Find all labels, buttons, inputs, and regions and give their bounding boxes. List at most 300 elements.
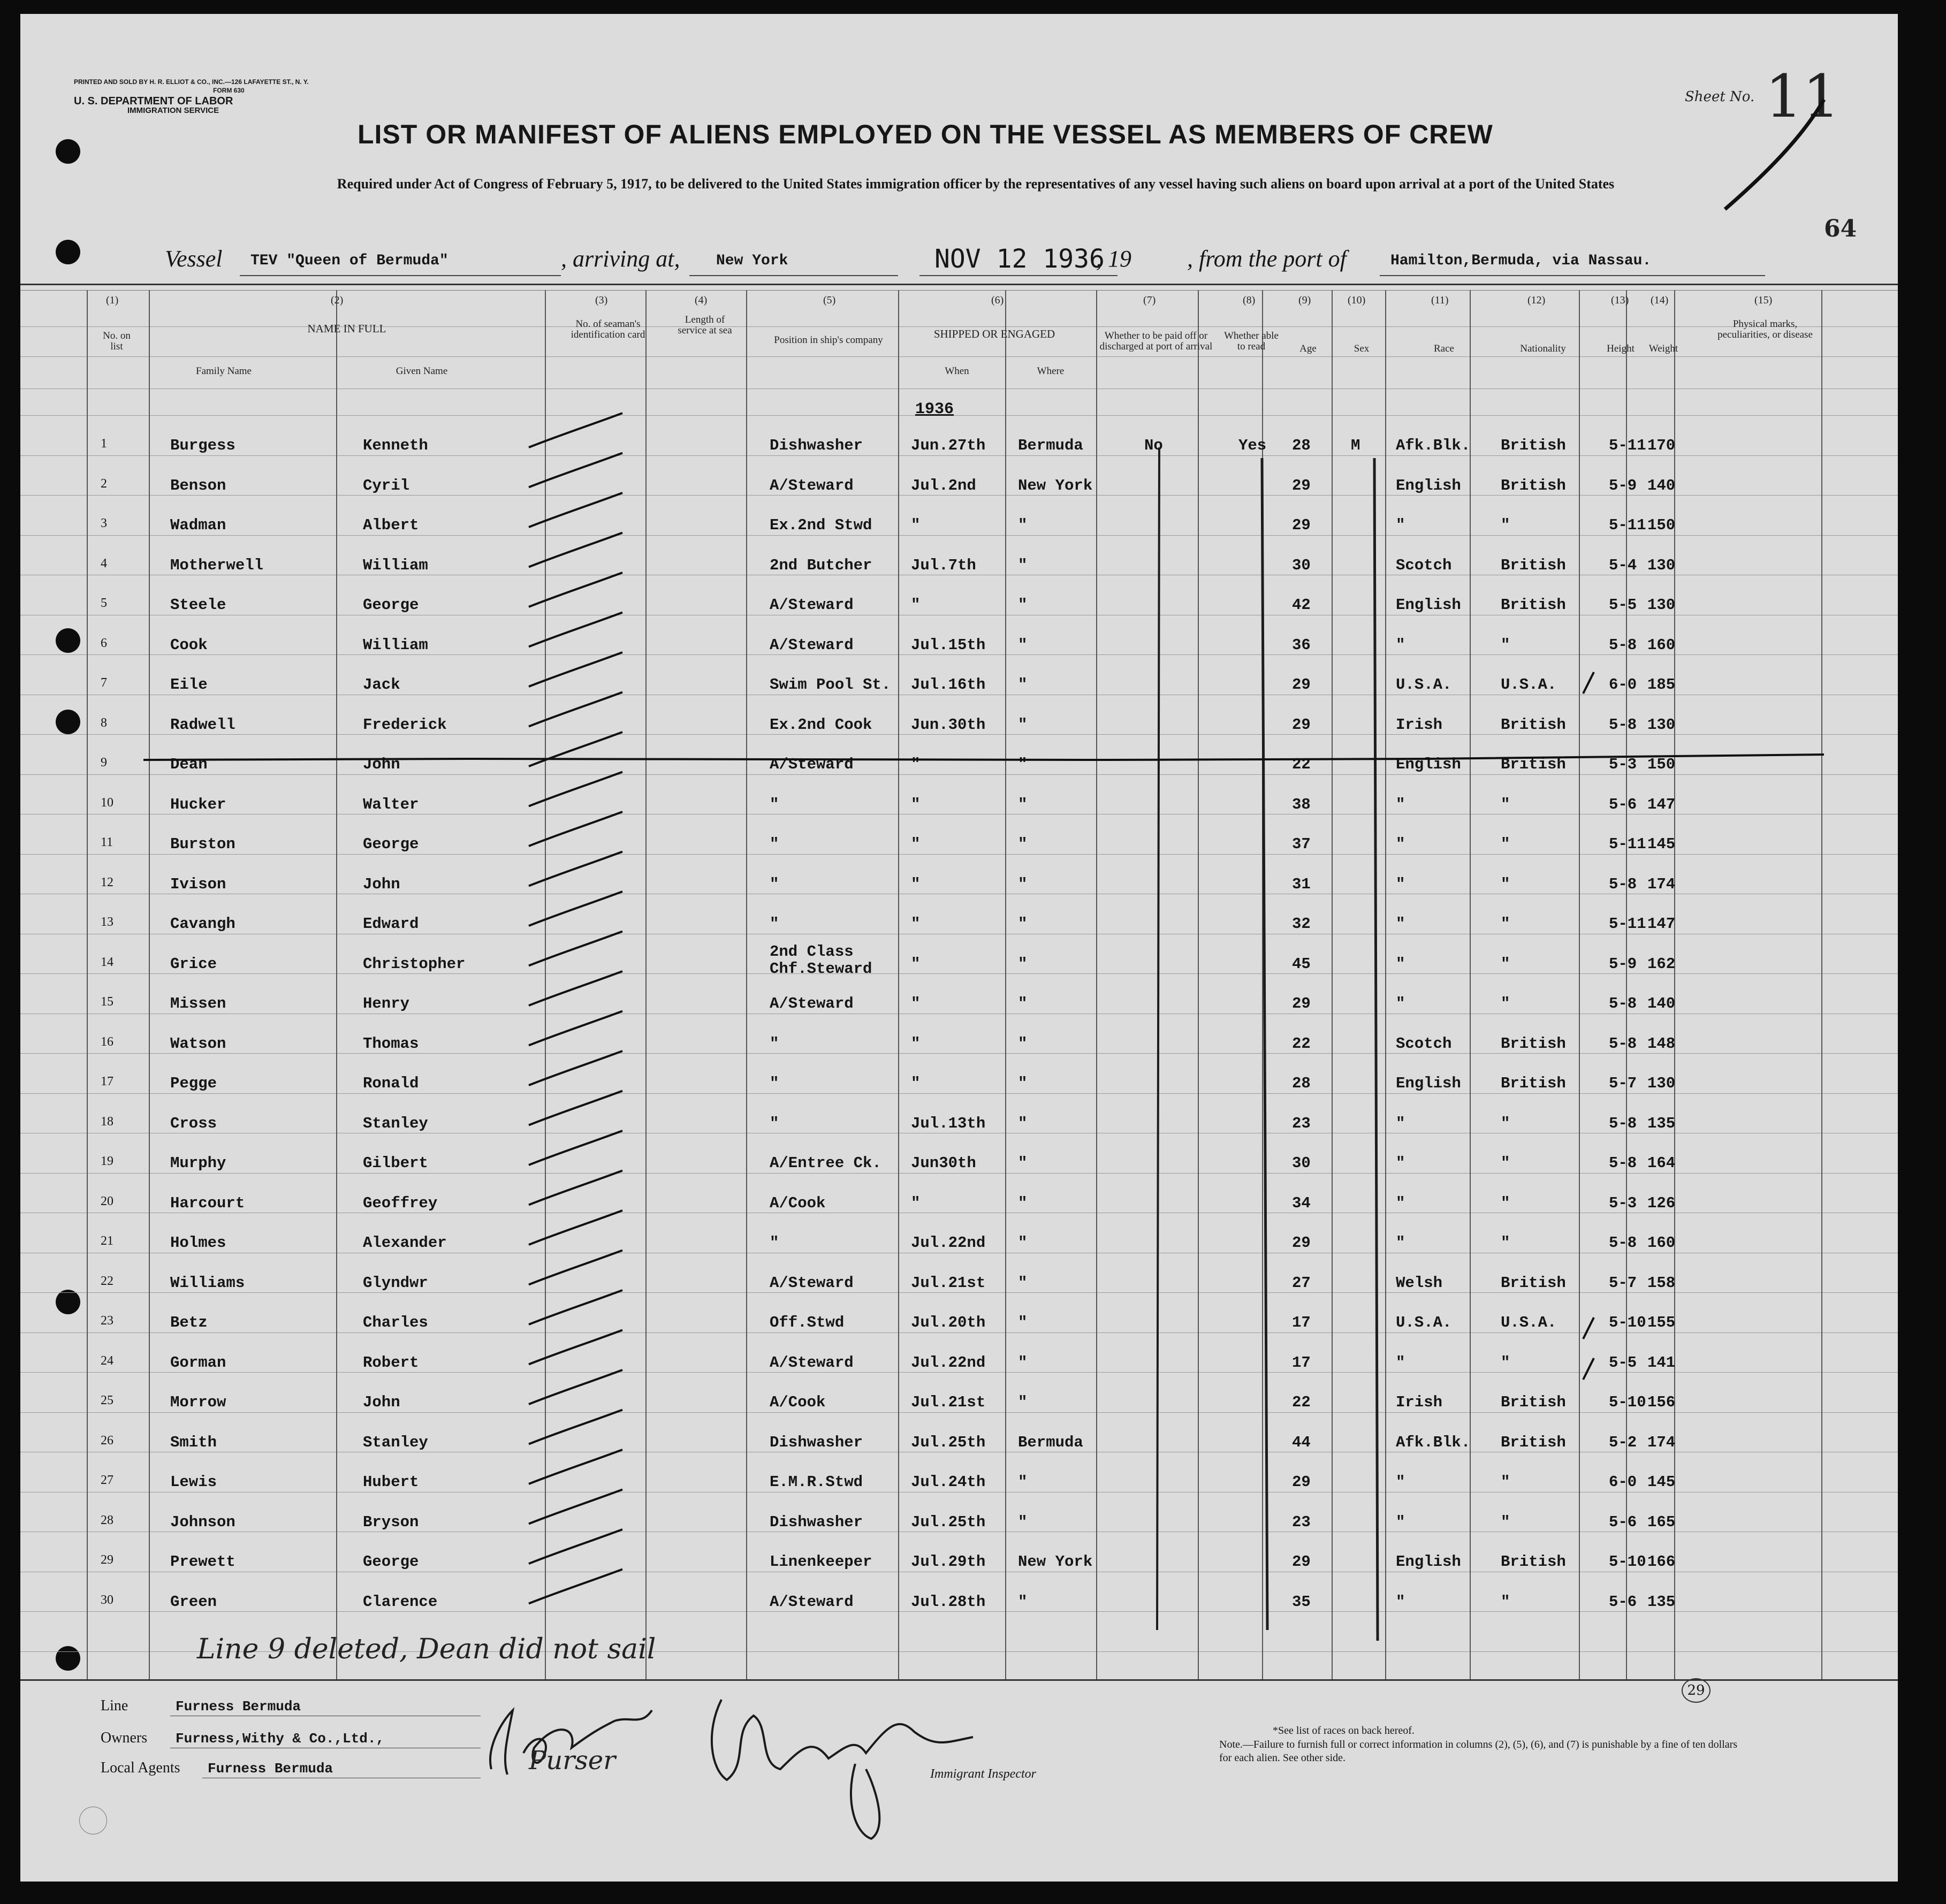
owners-label: Owners [101,1730,148,1746]
cell-paid: No [1144,437,1163,454]
cell-position: Dishwasher [770,1433,863,1451]
cell-where: " [1018,1314,1028,1331]
col4-label: Length of service at sea [678,314,732,336]
col2-number: (2) [331,294,344,306]
id-check-mark [529,932,622,966]
cell-family: Cook [170,636,208,654]
cell-position: Dishwasher [770,1513,863,1531]
cell-height: 5-7 [1609,1274,1637,1292]
col2-given-label: Given Name [396,365,448,377]
cell-age: 27 [1292,1274,1311,1292]
cell-race: " [1396,995,1405,1012]
cell-height: 5-9 [1609,955,1637,973]
penalty-note: Note.—Failure to furnish full or correct information in columns (2), (5), (6), and (7) is punishable by a fine of ten dollars for each alien. See other side. [1219,1739,1738,1764]
cell-weight: 174 [1647,875,1676,893]
cell-weight: 174 [1647,1433,1676,1451]
cell-no: 7 [101,676,107,690]
cell-weight: 135 [1647,1114,1676,1132]
cell-nat: " [1501,1473,1510,1491]
cell-where: " [1018,715,1028,734]
cell-no: 22 [101,1274,113,1288]
cell-weight: 150 [1647,756,1676,773]
ditto-pen-lines [1134,437,1380,1641]
cell-given: Hubert [363,1473,419,1491]
cell-family: Dean [170,756,208,773]
column-rule [1005,290,1006,1679]
cell-height: 5-4 [1609,556,1637,574]
id-check-mark [529,1091,622,1125]
cell-given: William [363,636,428,654]
cell-height: 5-8 [1609,875,1637,893]
cell-weight: 156 [1647,1393,1676,1411]
cell-sex: M [1351,437,1360,454]
cell-given: John [363,875,400,893]
cell-when: " [911,756,921,773]
cell-where: " [1018,1274,1028,1292]
cell-family: Lewis [170,1473,217,1491]
id-check-mark [529,971,622,1006]
cell-where: " [1018,955,1028,973]
punch-hole [56,1290,80,1314]
cell-given: Clarence [363,1593,438,1611]
cell-when: Jul.21st [911,1274,986,1292]
cell-no: 10 [101,795,113,810]
cell-position: " [770,835,779,853]
id-check-mark [529,1370,622,1404]
cell-family: Benson [170,476,226,494]
cell-position: 2nd Class Chf.Steward [770,942,872,978]
printer-line: PRINTED AND SOLD BY H. R. ELLIOT & CO., INC.—126 LAFAYETTE ST., N. Y. [74,78,309,86]
ledger-rule [20,1053,1898,1054]
cell-weight: 130 [1647,715,1676,734]
cell-race: Afk.Blk. [1396,1433,1471,1451]
cell-family: Cavangh [170,915,235,933]
cell-where: " [1018,795,1028,813]
cell-height: 5-3 [1609,1194,1637,1212]
cell-family: Murphy [170,1154,226,1172]
cell-where: " [1018,1034,1028,1053]
cell-age: 37 [1292,835,1311,853]
cell-given: Frederick [363,715,447,734]
id-check-mark [529,1251,622,1285]
column-rule [87,290,88,1679]
col15-number: (15) [1754,294,1773,306]
cell-when: Jul.24th [911,1473,986,1491]
inspector-signature [695,1684,1027,1849]
cell-no: 24 [101,1353,113,1368]
cell-nat: " [1501,835,1510,853]
cell-position: Linenkeeper [770,1553,872,1571]
cell-where: " [1018,1154,1028,1172]
cell-age: 28 [1292,1075,1311,1092]
cell-age: 36 [1292,636,1311,654]
column-rule [1096,290,1097,1679]
column-rule [746,290,747,1679]
cell-given: Cyril [363,476,410,494]
cell-given: Jack [363,676,400,694]
cell-race: Scotch [1396,1034,1452,1053]
cell-age: 29 [1292,476,1311,494]
cell-position: Ex.2nd Stwd [770,516,872,534]
date-fill-line [919,275,1118,276]
cell-family: Betz [170,1314,208,1331]
cell-when: " [911,596,921,614]
id-check-mark [529,453,622,488]
cell-where: " [1018,1593,1028,1611]
cell-when: " [911,875,921,893]
cell-age: 28 [1292,437,1311,454]
id-check-mark [529,1529,622,1564]
cell-family: Smith [170,1433,217,1451]
date-stamp: NOV 12 1936 [934,244,1105,274]
page-title: LIST OR MANIFEST OF ALIENS EMPLOYED ON THE VESSEL AS MEMBERS OF CREW [358,119,1493,149]
cell-where: " [1018,676,1028,694]
cell-position: A/Cook [770,1194,826,1212]
cell-no: 15 [101,995,113,1009]
corner-number: 64 [1824,215,1857,242]
cell-given: Ronald [363,1075,419,1092]
cell-race: Scotch [1396,556,1452,574]
departure-port: Hamilton,Bermuda, via Nassau. [1390,253,1652,269]
col6-where-label: Where [1037,365,1065,377]
col1-label: No. on list [103,330,131,352]
year-label: , 19 [1096,246,1131,272]
cell-no: 25 [101,1393,113,1407]
cell-race: " [1396,1473,1405,1491]
cell-race: " [1396,835,1405,853]
union-mark [79,1807,107,1834]
cell-race: " [1396,516,1405,534]
cell-family: Cross [170,1114,217,1132]
cell-age: 22 [1292,1034,1311,1053]
owners-value: Furness,Withy & Co.,Ltd., [176,1731,385,1747]
cell-position: Dishwasher [770,437,863,454]
arrival-fill-line [689,275,898,276]
id-check-mark [529,413,622,447]
ledger-rule [20,654,1898,655]
col13-label: Height [1607,343,1635,354]
cell-given: Albert [363,516,419,534]
cell-weight: 130 [1647,556,1676,574]
cell-position: A/Entree Ck. [770,1154,881,1172]
col2-family-label: Family Name [196,365,252,377]
cell-when: Jul.28th [911,1593,986,1611]
cell-no: 30 [101,1593,113,1607]
cell-given: Henry [363,995,410,1012]
cell-when: " [911,1075,921,1092]
cell-when: Jul.16th [911,676,986,694]
cell-where: " [1018,1513,1028,1531]
cell-no: 19 [101,1154,113,1168]
cell-age: 17 [1292,1353,1311,1372]
col3-number: (3) [595,294,608,306]
cell-family: Holmes [170,1234,226,1252]
cell-position: A/Steward [770,1353,854,1372]
cell-weight: 160 [1647,636,1676,654]
cell-family: Pegge [170,1075,217,1092]
cell-nat: " [1501,1593,1510,1611]
ledger-rule [20,1412,1898,1413]
punch-hole [56,710,80,734]
cell-when: " [911,955,921,973]
cell-position: " [770,795,779,813]
cell-when: " [911,835,921,853]
cell-weight: 150 [1647,516,1676,534]
cell-height: 5-6 [1609,1593,1637,1611]
cell-no: 11 [101,835,113,849]
col8-number: (8) [1243,294,1256,306]
cell-given: George [363,835,419,853]
cell-family: Morrow [170,1393,226,1411]
col10-number: (10) [1348,294,1366,306]
cell-nat: " [1501,1154,1510,1172]
cell-weight: 166 [1647,1553,1676,1571]
cell-age: 35 [1292,1593,1311,1611]
cell-height: 5-8 [1609,715,1637,734]
cell-where: Bermuda [1018,1433,1083,1451]
col5-number: (5) [823,294,836,306]
cell-height: 5-8 [1609,1234,1637,1252]
cell-family: Radwell [170,715,235,734]
col1-number: (1) [106,294,119,306]
punch-hole [56,628,80,653]
cell-age: 29 [1292,715,1311,734]
cell-weight: 170 [1647,437,1676,454]
cell-height: 5-11 [1609,915,1646,933]
cell-where: " [1018,1393,1028,1411]
cell-age: 42 [1292,596,1311,614]
cell-age: 30 [1292,1154,1311,1172]
cell-race: " [1396,915,1405,933]
id-check-mark [529,1051,622,1085]
cell-height: 5-2 [1609,1433,1637,1451]
department-label: U. S. DEPARTMENT OF LABOR [74,95,233,107]
cell-weight: 164 [1647,1154,1676,1172]
arriving-label: , arriving at, [561,246,680,272]
cell-nat: " [1501,1234,1510,1252]
cell-no: 2 [101,476,107,491]
cell-no: 29 [101,1553,113,1567]
cell-no: 13 [101,915,113,929]
cell-nat: British [1501,1075,1566,1092]
cell-position: A/Steward [770,596,854,614]
cell-no: 17 [101,1075,113,1088]
cell-height: 5-10 [1609,1393,1646,1411]
cell-weight: 155 [1647,1314,1676,1331]
id-check-mark [529,573,622,607]
cell-height: 5-10 [1609,1314,1646,1331]
column-rule [1385,290,1386,1679]
cell-no: 9 [101,756,107,770]
cell-family: Johnson [170,1513,235,1531]
cell-given: William [363,556,428,574]
cell-height: 6-0 [1609,676,1637,694]
cell-when: " [911,995,921,1012]
cell-race: Welsh [1396,1274,1443,1292]
cell-position: " [770,915,779,933]
cell-where: " [1018,1473,1028,1491]
cell-age: 22 [1292,756,1311,773]
id-check-mark [529,1450,622,1484]
cell-when: Jun.27th [911,437,986,454]
col4-number: (4) [695,294,708,306]
cell-height: 5-9 [1609,476,1637,494]
cell-family: Prewett [170,1553,235,1571]
cell-family: Hucker [170,795,226,813]
cell-when: Jul.22nd [911,1353,986,1372]
cell-weight: 141 [1647,1353,1676,1372]
cell-no: 23 [101,1314,113,1328]
cell-read: Yes [1238,437,1267,454]
cell-where: " [1018,596,1028,614]
col6-number: (6) [991,294,1004,306]
cell-weight: 158 [1647,1274,1676,1292]
cell-where: New York [1018,1553,1093,1571]
cell-given: Kenneth [363,437,428,454]
cell-age: 34 [1292,1194,1311,1212]
cell-race: English [1396,476,1461,494]
col15-label: Physical marks, peculiarities, or disease [1717,318,1813,340]
cell-family: Burston [170,835,235,853]
ledger-rule [20,1372,1898,1373]
cell-age: 31 [1292,875,1311,893]
cell-no: 5 [101,596,107,610]
table-bottom-rule [20,1679,1898,1681]
usa-pen-slashes [1572,667,1605,1400]
line-value: Furness Bermuda [176,1699,301,1715]
cell-nat: " [1501,1353,1510,1372]
cell-height: 5-5 [1609,596,1637,614]
cell-weight: 145 [1647,1473,1676,1491]
cell-where: " [1018,756,1028,773]
cell-when: " [911,1034,921,1053]
cell-position: " [770,1034,779,1053]
cell-nat: " [1501,1114,1510,1132]
id-check-mark [529,652,622,687]
id-check-mark [529,892,622,926]
cell-family: Burgess [170,437,235,454]
cell-family: Motherwell [170,556,264,574]
sheet-number: 11 [1765,62,1840,131]
cell-when: Jul.25th [911,1433,986,1451]
purser-title: Purser [529,1746,616,1776]
col2-label: NAME IN FULL [307,322,386,335]
col14-number: (14) [1651,294,1669,306]
cell-no: 6 [101,636,107,650]
id-check-mark [529,852,622,886]
cell-given: Charles [363,1314,428,1331]
cell-nat: " [1501,875,1510,893]
cell-race: English [1396,756,1461,773]
id-check-marks [523,405,641,1635]
cell-height: 5-7 [1609,1075,1637,1092]
cell-given: Glyndwr [363,1274,428,1292]
cell-nat: " [1501,995,1510,1012]
cell-family: Eile [170,676,208,694]
cell-no: 14 [101,955,113,969]
cell-where: " [1018,1075,1028,1092]
cell-given: Walter [363,795,419,813]
departure-fill-line [1380,275,1765,276]
cell-nat: British [1501,1393,1566,1411]
cell-when: Jul.13th [911,1114,986,1132]
cell-position: A/Steward [770,1593,854,1611]
ledger-rule [20,854,1898,855]
column-rule [149,290,150,1679]
cell-position: Ex.2nd Cook [770,715,872,734]
races-note: *See list of races on back hereof. [1273,1725,1415,1737]
id-check-mark [529,1410,622,1444]
cell-height: 5-8 [1609,1114,1637,1132]
cell-race: " [1396,1593,1405,1611]
col12-number: (12) [1527,294,1546,306]
cell-age: 38 [1292,795,1311,813]
cell-no: 27 [101,1473,113,1487]
cell-where: " [1018,995,1028,1012]
col5-label: Position in ship's company [774,334,883,346]
col6-label: SHIPPED OR ENGAGED [933,328,1055,340]
cell-position: " [770,1114,779,1132]
column-rule [1626,290,1627,1679]
cell-height: 6-0 [1609,1473,1637,1491]
cell-race: " [1396,1114,1405,1132]
cell-nat: British [1501,556,1566,574]
cell-when: " [911,915,921,933]
cell-nat: " [1501,1513,1510,1531]
col7-label: Whether to be paid off or discharged at port of arrival [1099,330,1213,352]
cell-given: Christopher [363,955,466,973]
cell-weight: 147 [1647,795,1676,813]
cell-height: 5-8 [1609,636,1637,654]
cell-race: " [1396,1353,1405,1372]
cell-no: 21 [101,1234,113,1248]
cell-race: English [1396,596,1461,614]
cell-when: Jul.21st [911,1393,986,1411]
cell-where: New York [1018,476,1093,494]
cell-age: 22 [1292,1393,1311,1411]
form-number: FORM 630 [213,87,245,94]
cell-when: Jun30th [911,1154,976,1172]
cell-weight: 145 [1647,835,1676,853]
cell-family: Wadman [170,516,226,534]
cell-height: 5-11 [1609,835,1646,853]
cell-where: " [1018,875,1028,893]
cell-family: Ivison [170,875,226,893]
cell-family: Green [170,1593,217,1611]
ledger-rule [20,495,1898,496]
arrival-port: New York [716,253,788,269]
cell-nat: U.S.A. [1501,1314,1557,1331]
cell-weight: 160 [1647,1234,1676,1252]
cell-weight: 148 [1647,1034,1676,1053]
ledger-rule [20,455,1898,456]
cell-given: Stanley [363,1433,428,1451]
cell-given: John [363,756,400,773]
cell-no: 18 [101,1114,113,1129]
header-rule [20,356,1898,357]
id-check-mark [529,533,622,567]
cell-position: A/Steward [770,1274,854,1292]
cell-race: Irish [1396,715,1443,734]
cell-given: George [363,596,419,614]
cell-when: Jul.29th [911,1553,986,1571]
cell-where: " [1018,1194,1028,1212]
ledger-rule [20,1611,1898,1612]
cell-race: " [1396,795,1405,813]
cell-where: " [1018,516,1028,534]
cell-no: 20 [101,1194,113,1208]
cell-weight: 130 [1647,596,1676,614]
